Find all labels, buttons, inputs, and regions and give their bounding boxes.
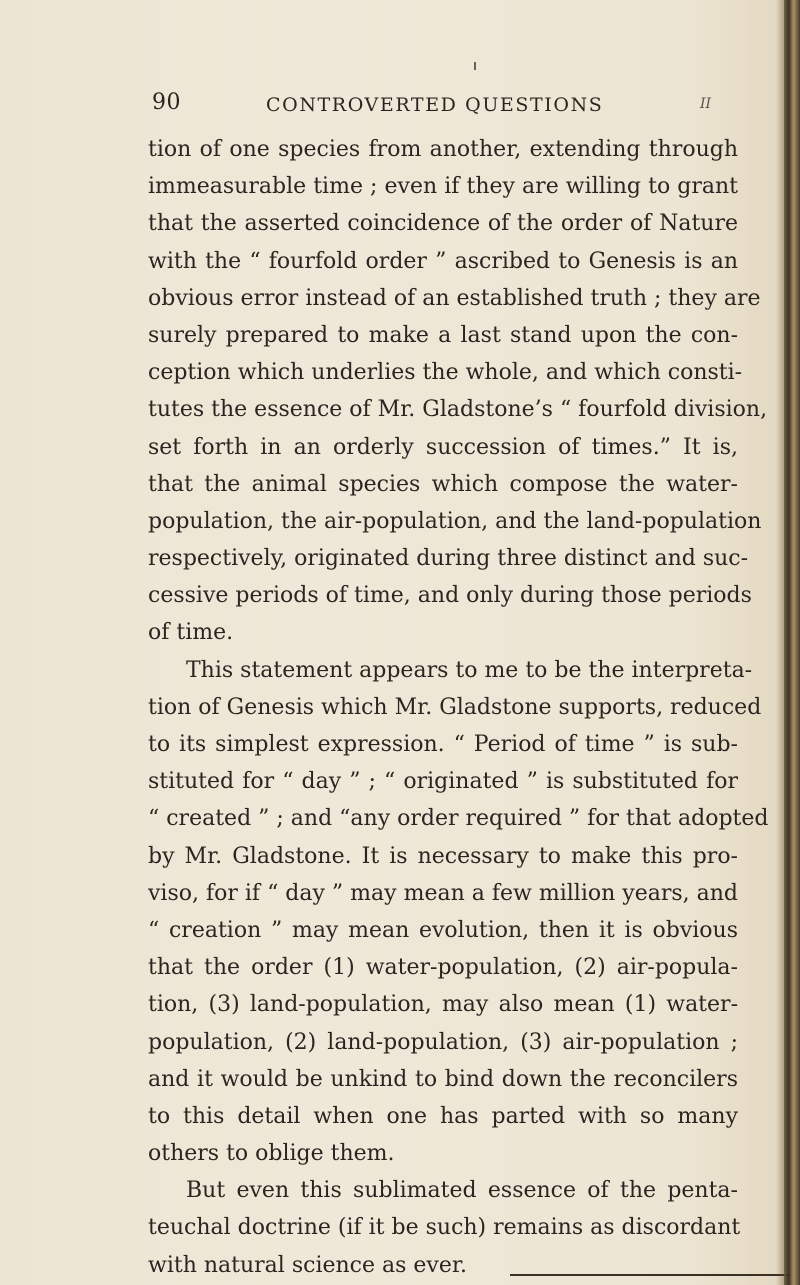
page-gutter-shadow bbox=[776, 0, 784, 1285]
text-line: tion, (3) land-population, may also mean (1) water- bbox=[148, 992, 738, 1018]
text-line: This statement appears to me to be the interpreta- bbox=[186, 657, 753, 683]
text-line: to this detail when one has parted with so many bbox=[148, 1103, 738, 1129]
text-line: stituted for “ day ” ; “ originated ” is substituted for bbox=[148, 769, 738, 795]
text-line: viso, for if “ day ” may mean a few million years, and bbox=[148, 880, 738, 906]
text-line: that the order (1) water-population, (2) air-popula- bbox=[148, 955, 738, 981]
text-line: by Mr. Gladstone. It is necessary to make this pro- bbox=[148, 843, 738, 869]
text-line: obvious error instead of an established truth ; they are bbox=[148, 285, 761, 311]
text-line: respectively, originated during three distinct and suc- bbox=[148, 546, 749, 572]
text-line: with the “ fourfold order ” ascribed to Genesis is an bbox=[148, 248, 738, 274]
text-line: teuchal doctrine (if it be such) remains as discordant bbox=[148, 1215, 741, 1241]
book-spine-edge bbox=[784, 0, 800, 1285]
text-line: and it would be unkind to bind down the reconcilers bbox=[148, 1066, 738, 1092]
text-line: immeasurable time ; even if they are willing to grant bbox=[148, 174, 738, 200]
text-line: “ creation ” may mean evolution, then it is obvious bbox=[148, 917, 738, 943]
text-line: tion of Genesis which Mr. Gladstone supports, reduced bbox=[148, 694, 762, 720]
text-line: surely prepared to make a last stand upon the con- bbox=[148, 322, 738, 348]
running-title: CONTROVERTED QUESTIONS bbox=[266, 94, 604, 116]
text-line: cessive periods of time, and only during those periods bbox=[148, 583, 752, 609]
print-mark bbox=[474, 62, 476, 70]
text-line: tutes the essence of Mr. Gladstone’s “ fourfold division, bbox=[148, 397, 768, 423]
body-text bbox=[148, 131, 769, 1284]
text-line: “ created ” ; and “any order required ” for that adopted bbox=[148, 806, 769, 832]
text-line: of time. bbox=[148, 620, 234, 646]
text-line: population, the air-population, and the land-population bbox=[148, 508, 762, 534]
page-number: 90 bbox=[152, 90, 181, 115]
text-line: that the asserted coincidence of the order of Nature bbox=[148, 211, 738, 237]
text-line: ception which underlies the whole, and which consti- bbox=[148, 360, 743, 386]
text-line: others to oblige them. bbox=[148, 1141, 395, 1167]
text-line: with natural science as ever. bbox=[148, 1252, 467, 1278]
text-line: population, (2) land-population, (3) air-population ; bbox=[148, 1029, 738, 1055]
text-line: that the animal species which compose the water- bbox=[148, 471, 738, 497]
signature-mark: II bbox=[700, 96, 712, 112]
text-line: set forth in an orderly succession of times.” It is, bbox=[148, 434, 738, 460]
text-line: But even this sublimated essence of the penta- bbox=[186, 1178, 738, 1204]
text-line: to its simplest expression. “ Period of time ” is sub- bbox=[148, 732, 738, 757]
bottom-edge-shadow bbox=[510, 1274, 790, 1276]
text-line: tion of one species from another, extending through bbox=[148, 137, 738, 162]
